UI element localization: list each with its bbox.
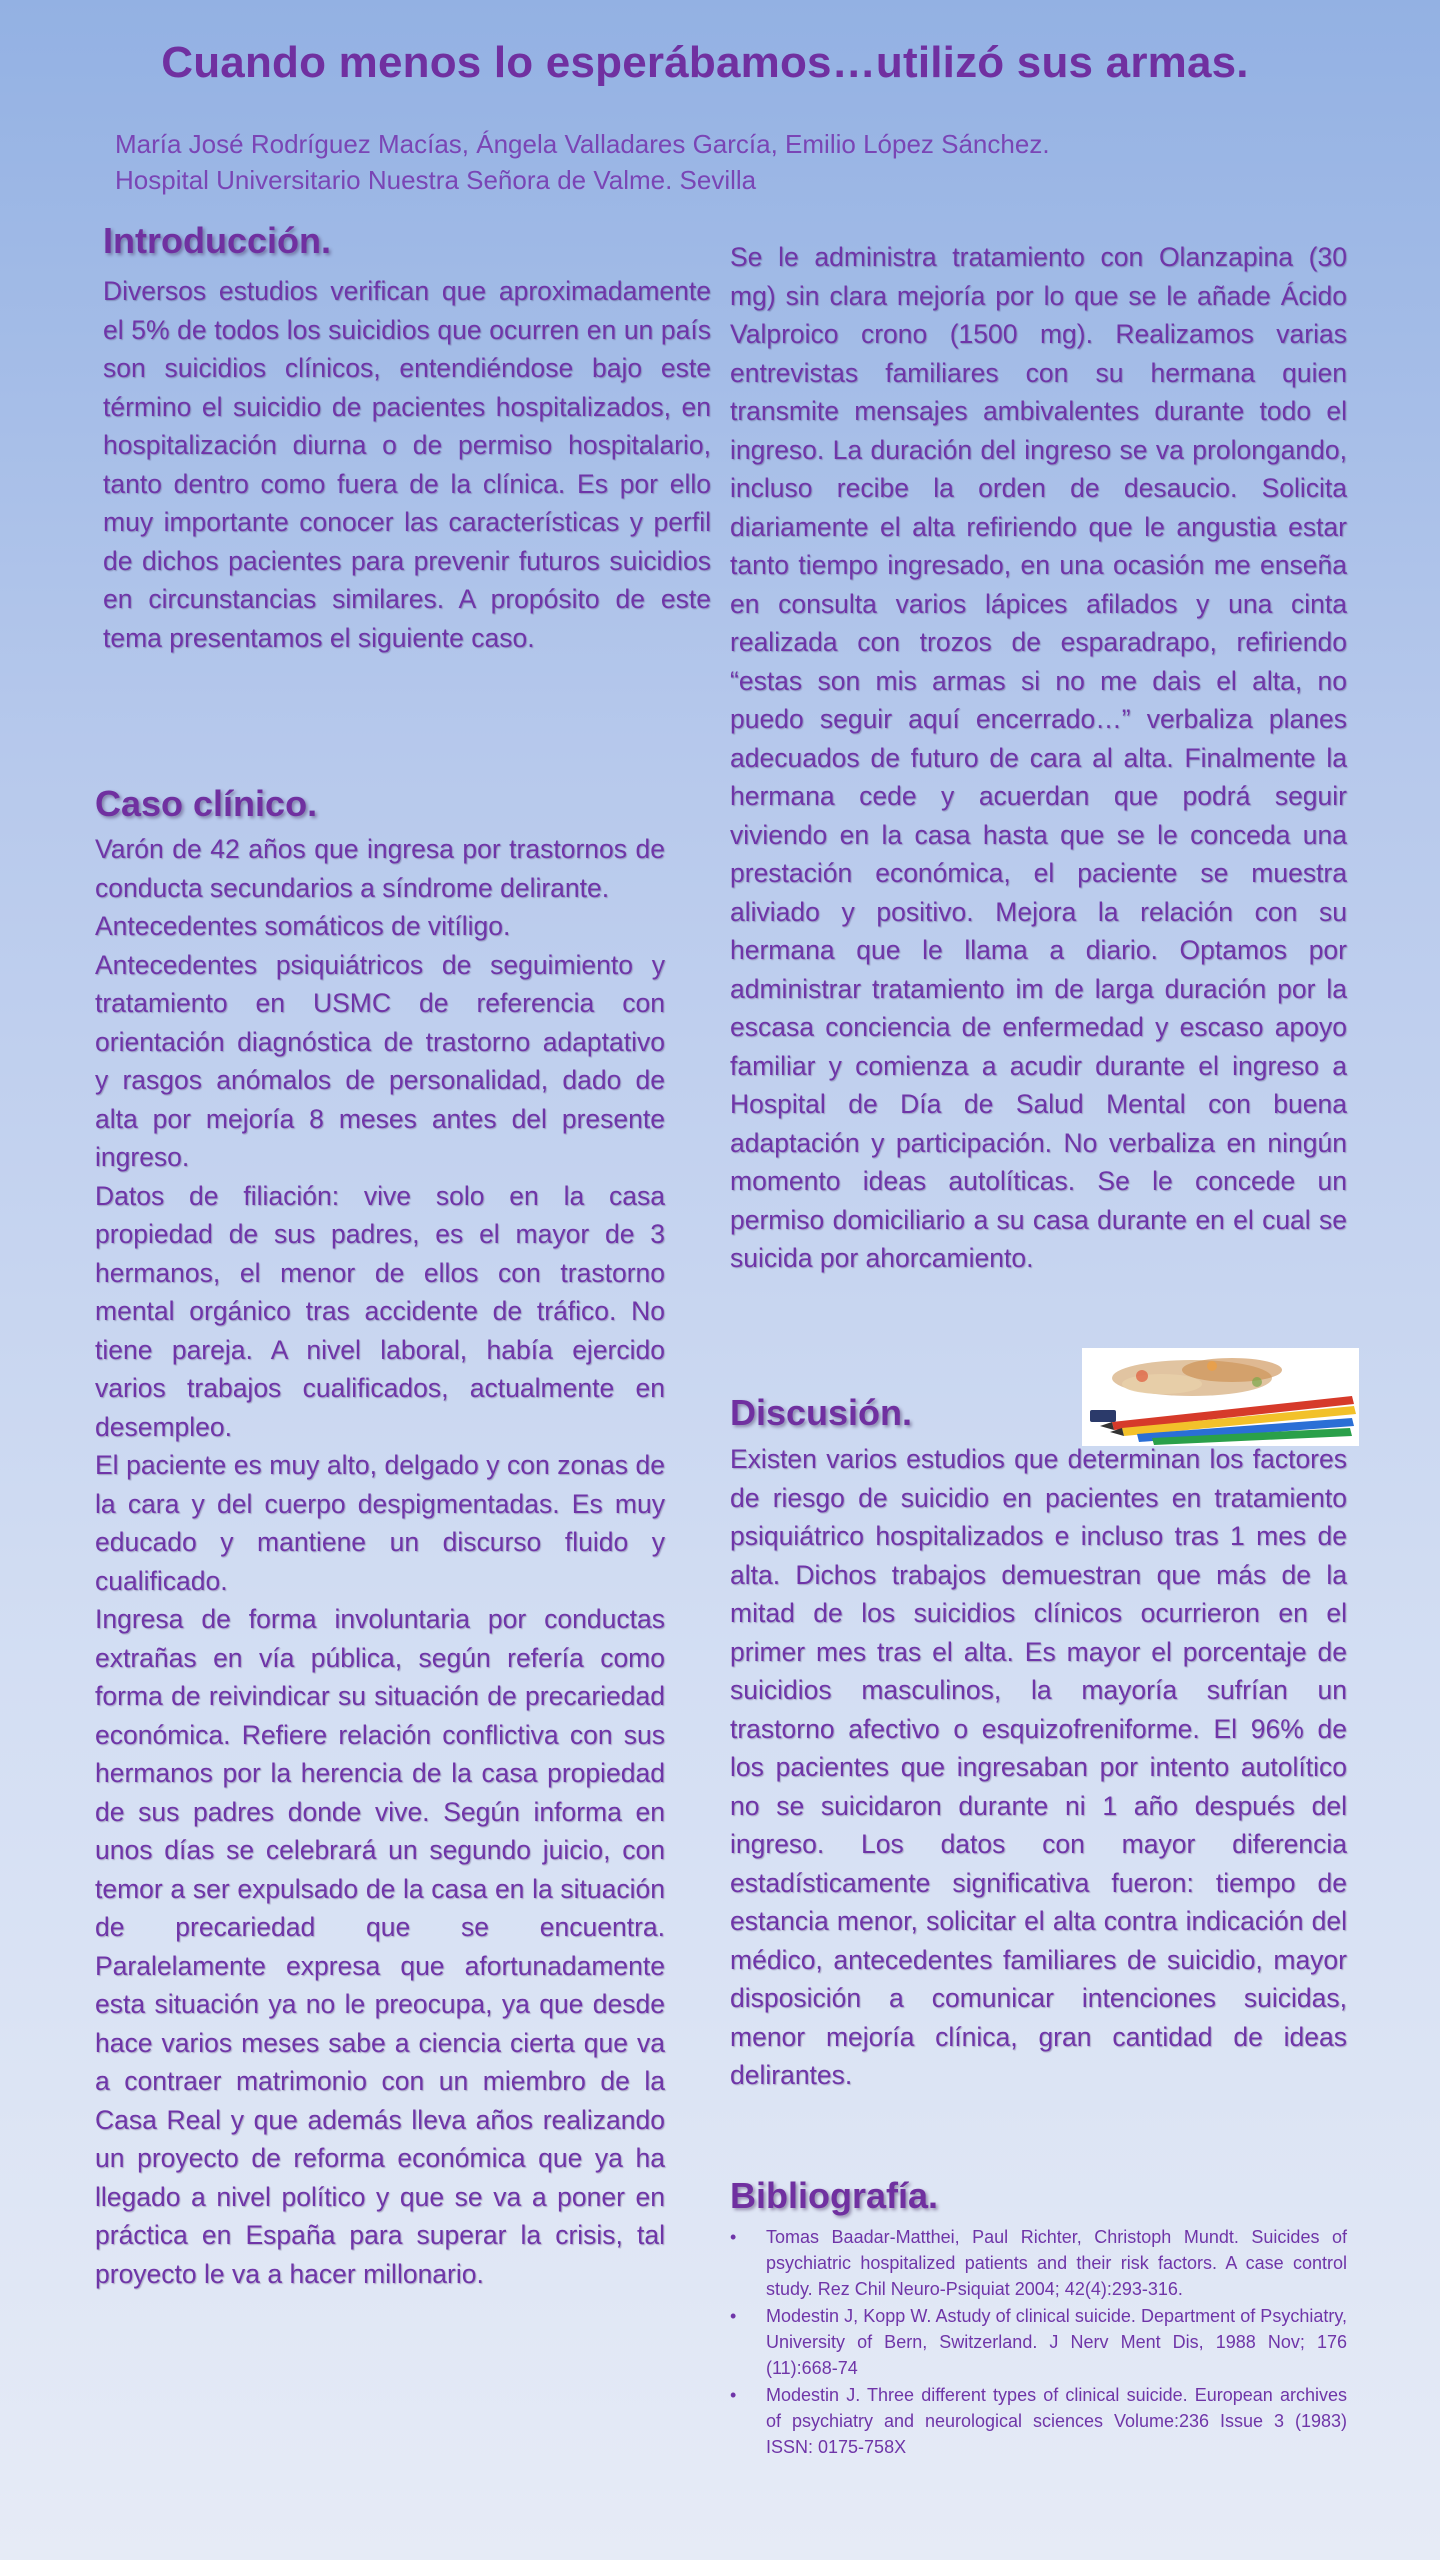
discusion-heading: Discusión.	[730, 1392, 913, 1433]
caso-paragraph-exploracion: El paciente es muy alto, delgado y con zonas de la cara y del cuerpo despigmentadas. Es muy educado y mantiene un discurso fluido y cualificado.	[95, 1450, 665, 1596]
caso-text	[95, 830, 665, 2293]
caso-heading: Caso clínico.	[95, 783, 318, 824]
institution-line: Hospital Universitario Nuestra Señora de Valme. Sevilla	[115, 165, 757, 195]
bibliography-item: • Tomas Baadar-Matthei, Paul Richter, Christoph Mundt. Suicides of psychiatric hospitalized patients and their risk factors. A case control study. Rez Chil Neuro-Psiquiat 2004; 42(4):293-316.	[730, 2224, 1347, 2302]
poster-title: Cuando menos lo esperábamos…utilizó sus armas.	[161, 38, 1249, 87]
intro-text: Diversos estudios verifican que aproximadamente el 5% de todos los suicidios que ocurren en un país son suicidios clínicos, entendiéndose bajo este término el suicidio de pacientes hospitalizados, en hospitalización diurna o de permiso hospitalario, tanto dentro como fuera de la clínica. Es por ello muy importante conocer las características y perfil de dichos pacientes para prevenir futuros suicidios en circunstancias similares. A propósito de este tema presentamos el siguiente caso.	[103, 276, 711, 653]
bibliography-item: • Modestin J. Three different types of clinical suicide. European archives of psychiatry and neurological sciences Volume:236 Issue 3 (1983) ISSN: 0175-758X	[730, 2382, 1347, 2460]
pencils-icon	[1082, 1348, 1359, 1446]
continuacion-text: Se le administra tratamiento con Olanzapina (30 mg) sin clara mejoría por lo que se le añade Ácido Valproico crono (1500 mg). Realizamos varias entrevistas familiares con su hermana quien transmite mensajes ambivalentes durante todo el ingreso. La duración del ingreso se va prolongando, incluso recibe la orden de desaucio. Solicita diariamente el alta refiriendo que le angustia estar tanto tiempo ingresado, en una ocasión me enseña en consulta varios lápices afilados y una cinta realizada con trozos de esparadrapo, refiriendo “estas son mis armas si no me dais el alta, no puedo seguir aquí encerrado…” verbaliza planes adecuados de futuro de cara al alta. Finalmente la hermana cede y acuerdan que podrá seguir viviendo en la casa hasta que se le conceda una prestación económica, el paciente se muestra aliviado y positivo. Mejora la relación con su hermana que le llama a diario. Optamos por administrar tratamiento im de larga duración por la escasa conciencia de enfermedad y escaso apoyo familiar y comienza a acudir durante el ingreso a Hospital de Día de Salud Mental con buena adaptación y participación. No verbaliza en ningún momento ideas autolíticas. Se le concede un permiso domiciliario a su casa durante en el cual se suicida por ahorcamiento.	[730, 242, 1347, 1273]
caso-paragraph-motivo: Varón de 42 años que ingresa por trastornos de conducta secundarios a síndrome delirante.	[95, 834, 665, 903]
caso-paragraph-filiacion: Datos de filiación: vive solo en la casa propiedad de sus padres, es el mayor de 3 hermanos, el menor de ellos con trastorno mental orgánico tras accidente de tráfico. No tiene pareja. A nivel laboral, había ejercido varios trabajos cualificados, actualmente en desempleo.	[95, 1180, 665, 1442]
intro-heading: Introducción.	[103, 220, 331, 261]
author-block	[115, 126, 1050, 198]
caso-paragraph-ingreso: Ingresa de forma involuntaria por conductas extrañas en vía pública, según refería como forma de reivindicar su situación de precariedad económica. Refiere relación conflictiva con sus hermanos por la herencia de la casa propiedad de sus padres donde vive. Según informa en unos días se celebrará un segundo juicio, con temor a ser expulsado de la casa en la situación de precariedad que se encuentra. Paralelamente expresa que afortunadamente esta situación ya no le preocupa, ya que desde hace varios meses sabe a ciencia cierta que va a contraer matrimonio con un miembro de la Casa Real y que además lleva años realizando un proyecto de reforma económica que ya ha llegado a nivel político y que se va a poner en práctica en España para superar la crisis, tal proyecto le va a hacer millonario.	[95, 1604, 665, 2289]
discusion-text: Existen varios estudios que determinan los factores de riesgo de suicidio en pacientes en tratamiento psiquiátrico hospitalizados e incluso tras 1 mes de alta. Dichos trabajos demuestran que más de la mitad de los suicidios clínicos ocurrieron en el primer mes tras el alta. Es mayor el porcentaje de suicidios masculinos, la mayoría sufrían un trastorno afectivo o esquizofreniforme. El 96% de los pacientes que ingresaban por intento autolítico no se suicidaron durante ni 1 año después del ingreso. Los datos con mayor diferencia estadísticamente significativa fueron: tiempo de estancia menor, solicitar el alta contra indicación del médico, antecedentes familiares de suicidio, mayor disposición a comunicar intenciones suicidas, menor mejoría clínica, gran cantidad de ideas delirantes.	[730, 1444, 1347, 2090]
caso-paragraph-psiquiatricos: Antecedentes psiquiátricos de seguimiento y tratamiento en USMC de referencia con orientación diagnóstica de trastorno adaptativo y rasgos anómalos de personalidad, dado de alta por mejoría 8 meses antes del presente ingreso.	[95, 949, 665, 1172]
bibliografia-heading: Bibliografía.	[730, 2175, 939, 2216]
pencils-image	[1082, 1348, 1359, 1446]
caso-paragraph-somaticos: Antecedentes somáticos de vitíligo.	[95, 911, 511, 941]
bibliography-list	[730, 2224, 1347, 2461]
authors-line: María José Rodríguez Macías, Ángela Valladares García, Emilio López Sánchez.	[115, 129, 1050, 159]
bibliography-item: • Modestin J, Kopp W. Astudy of clinical suicide. Department of Psychiatry, University of Bern, Switzerland. J Nerv Ment Dis, 1988 Nov; 176 (11):668-74	[730, 2303, 1347, 2381]
